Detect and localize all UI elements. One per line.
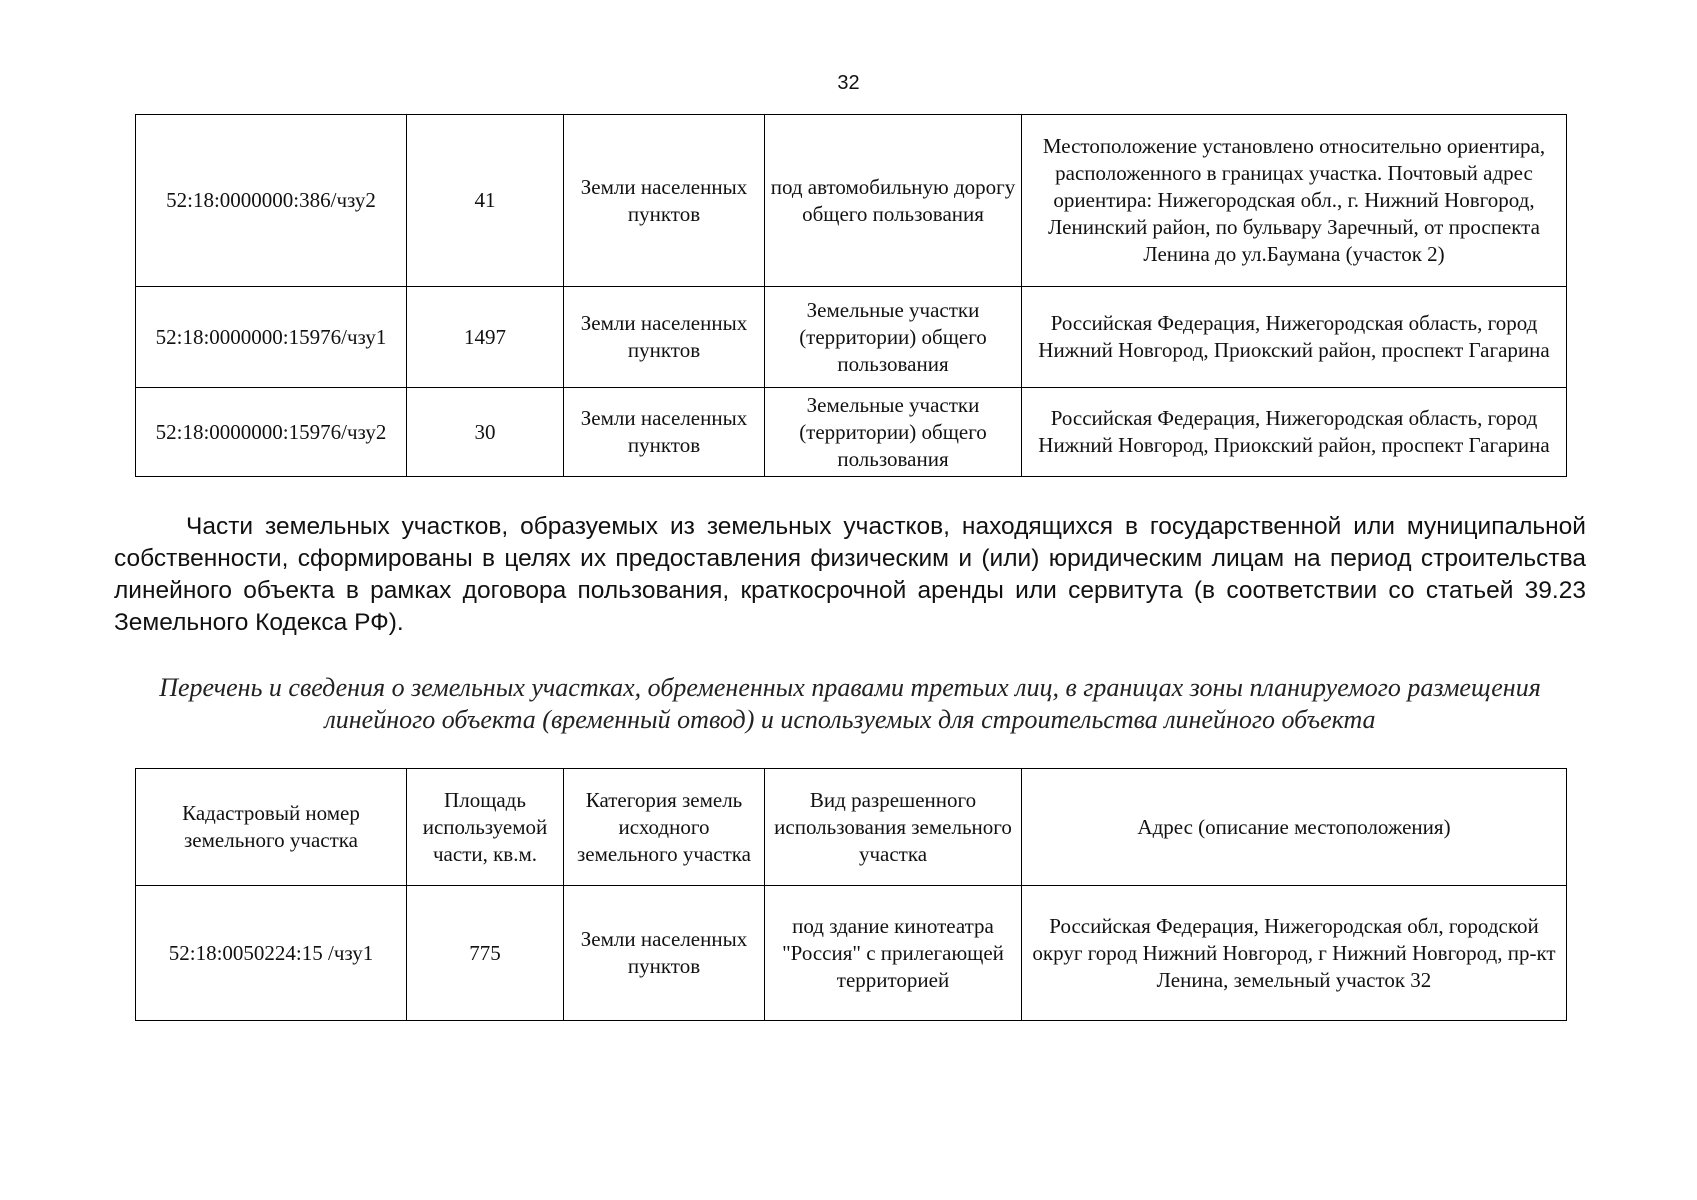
page-number: 32 bbox=[837, 72, 860, 94]
body-paragraph bbox=[114, 511, 1586, 639]
area-cell: 30 bbox=[407, 388, 564, 477]
table-row bbox=[136, 287, 1567, 388]
table-row bbox=[136, 115, 1567, 287]
permitted-use-cell: Земельные участки (территории) общего пользования bbox=[765, 287, 1022, 388]
permitted-use-cell: под здание кинотеатра "Россия" с прилегающей территорией bbox=[765, 886, 1022, 1021]
category-cell: Земли населенных пунктов bbox=[564, 886, 765, 1021]
table-header-row bbox=[136, 769, 1567, 886]
header-cadastral-number: Кадастровый номер земельного участка bbox=[136, 769, 407, 886]
address-cell: Местоположение установлено относительно ориентира, расположенного в границах участка. Почтовый адрес ориентира: Нижегородская обл., г. Нижний Новгород, Ленинский район, по бульвару Заречный, от проспекта Ленина до ул.Баумана (участок 2) bbox=[1022, 115, 1567, 287]
cadastral-number-cell: 52:18:0000000:15976/чзу2 bbox=[136, 388, 407, 477]
table-row bbox=[136, 886, 1567, 1021]
area-cell: 1497 bbox=[407, 287, 564, 388]
address-cell: Российская Федерация, Нижегородская обл, городской округ город Нижний Новгород, г Нижний Новгород, пр-кт Ленина, земельный участок 32 bbox=[1022, 886, 1567, 1021]
land-plots-table-continued bbox=[135, 114, 1567, 477]
header-address: Адрес (описание местоположения) bbox=[1022, 769, 1567, 886]
list-title: Перечень и сведения о земельных участках, обремененных правами третьих лиц, в границах зоны планируемого размещения линейного объекта (временный отвод) и используемых для строительства линейного объекта bbox=[159, 673, 1541, 734]
cadastral-number-cell: 52:18:0050224:15 /чзу1 bbox=[136, 886, 407, 1021]
area-cell: 41 bbox=[407, 115, 564, 287]
address-cell: Российская Федерация, Нижегородская область, город Нижний Новгород, Приокский район, проспект Гагарина bbox=[1022, 388, 1567, 477]
category-cell: Земли населенных пунктов bbox=[564, 287, 765, 388]
category-cell: Земли населенных пунктов bbox=[564, 115, 765, 287]
category-cell: Земли населенных пунктов bbox=[564, 388, 765, 477]
table-row bbox=[136, 388, 1567, 477]
header-category: Категория земель исходного земельного участка bbox=[564, 769, 765, 886]
encumbered-land-plots-table bbox=[135, 768, 1567, 1021]
permitted-use-cell: Земельные участки (территории) общего пользования bbox=[765, 388, 1022, 477]
address-cell: Российская Федерация, Нижегородская область, город Нижний Новгород, Приокский район, проспект Гагарина bbox=[1022, 287, 1567, 388]
cadastral-number-cell: 52:18:0000000:15976/чзу1 bbox=[136, 287, 407, 388]
permitted-use-cell: под автомобильную дорогу общего пользования bbox=[765, 115, 1022, 287]
cadastral-number-cell: 52:18:0000000:386/чзу2 bbox=[136, 115, 407, 287]
header-area: Площадь используемой части, кв.м. bbox=[407, 769, 564, 886]
area-cell: 775 bbox=[407, 886, 564, 1021]
paragraph-text: Части земельных участков, образуемых из земельных участков, находящихся в государственной или муниципальной собственности, сформированы в целях их предоставления физическим и (или) юридическим лицам на период строительства линейного объекта в рамках договора пользования, краткосрочной аренды или сервитута (в соответствии со статьей 39.23 Земельного Кодекса РФ). bbox=[114, 513, 1586, 636]
header-permitted-use: Вид разрешенного использования земельного участка bbox=[765, 769, 1022, 886]
